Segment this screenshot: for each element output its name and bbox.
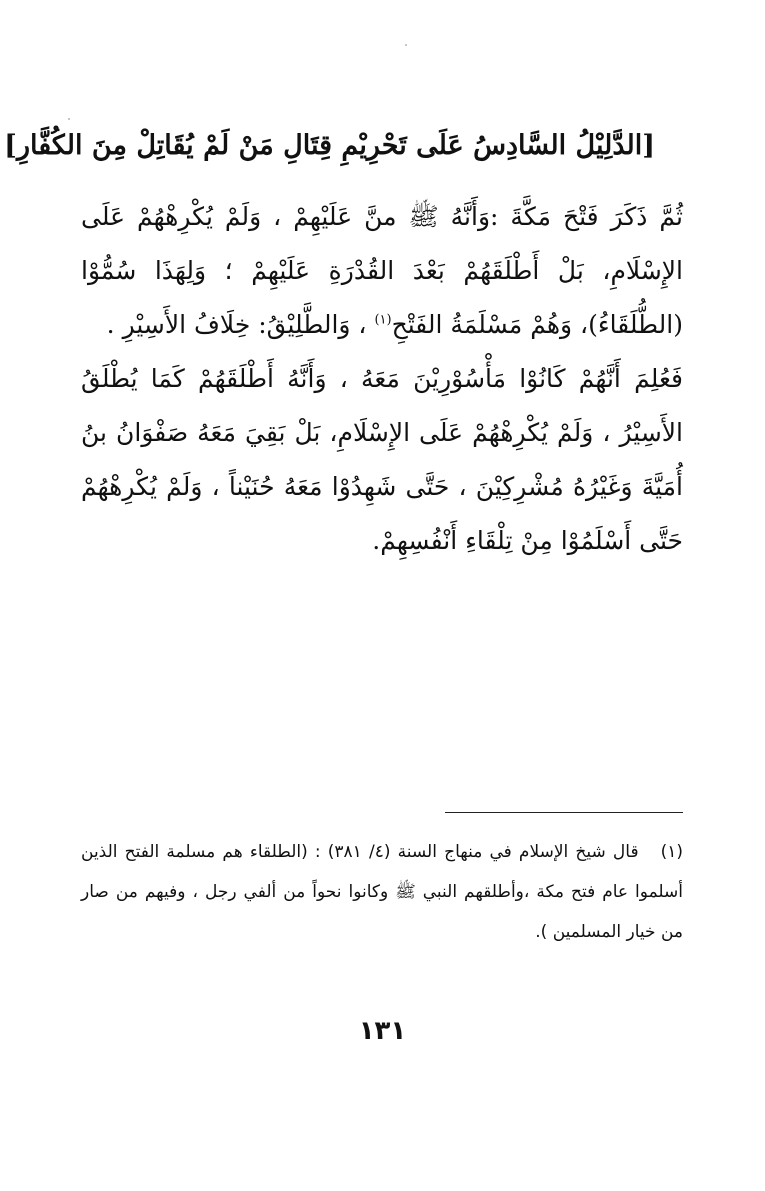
paragraph-1 xyxy=(81,190,683,352)
page-number: ١٣١ xyxy=(358,1016,407,1046)
footnote xyxy=(81,832,683,952)
footnote-number: (١) xyxy=(660,842,683,862)
paragraph-1-text-after: ، وَالطَّلِيْقُ: خِلَافُ الأَسِيْرِ . xyxy=(106,310,367,339)
section-title: [الدَّلِيْلُ السَّادِسُ عَلَى تَحْرِيْمِ قِتَالِ مَنْ لَمْ يُقَاتِلْ مِنَ الكُفَّارِ] xyxy=(4,130,655,161)
footnote-reference[interactable]: (١) xyxy=(374,312,392,328)
paragraph-1-text: ثُمَّ ذَكَرَ فَتْحَ مَكَّةَ :وَأَنَّهُ ﷺ منَّ عَلَيْهِمْ ، وَلَمْ يُكْرِهْهُمْ عَلَى الإِسْلَامِ، بَلْ أَطْلَقَهُمْ بَعْدَ القُدْرَةِ عَلَيْهِمْ ؛ وَلِهَذَا سُمُّوْا (الطُّلَقَاءُ)، وَهُمْ مَسْلَمَةُ الفَتْحِ xyxy=(81,202,683,339)
scan-speck xyxy=(405,44,407,46)
paragraph-2: فَعُلِمَ أَنَّهُمْ كَانُوْا مَأْسُوْرِيْنَ مَعَهُ ، وَأَنَّهُ أَطْلَقَهُمْ كَمَا يُطْلَقُ الأَسِيْرُ ، وَلَمْ يُكْرِهْهُمْ عَلَى الإِسْلَامِ، بَلْ بَقِيَ مَعَهُ صَفْوَانُ بنُ أُمَيَّةَ وَغَيْرُهُ مُشْرِكِيْنَ ، حَتَّى شَهِدُوْا مَعَهُ حُنَيْناً ، وَلَمْ يُكْرِهْهُمْ حَتَّى أَسْلَمُوْا مِنْ تِلْقَاءِ أَنْفُسِهِمْ. xyxy=(81,364,683,555)
footnote-text: قال شيخ الإسلام في منهاج السنة (٤/ ٣٨١) : (الطلقاء هم مسلمة الفتح الذين أسلموا عام فتح مكة ،وأطلقهم النبي ﷺ وكانوا نحواً من ألفي رجل ، وفيهم من صار من خيار المسلمين ). xyxy=(81,842,683,942)
footnote-separator xyxy=(445,812,683,813)
scan-speck xyxy=(68,118,70,120)
